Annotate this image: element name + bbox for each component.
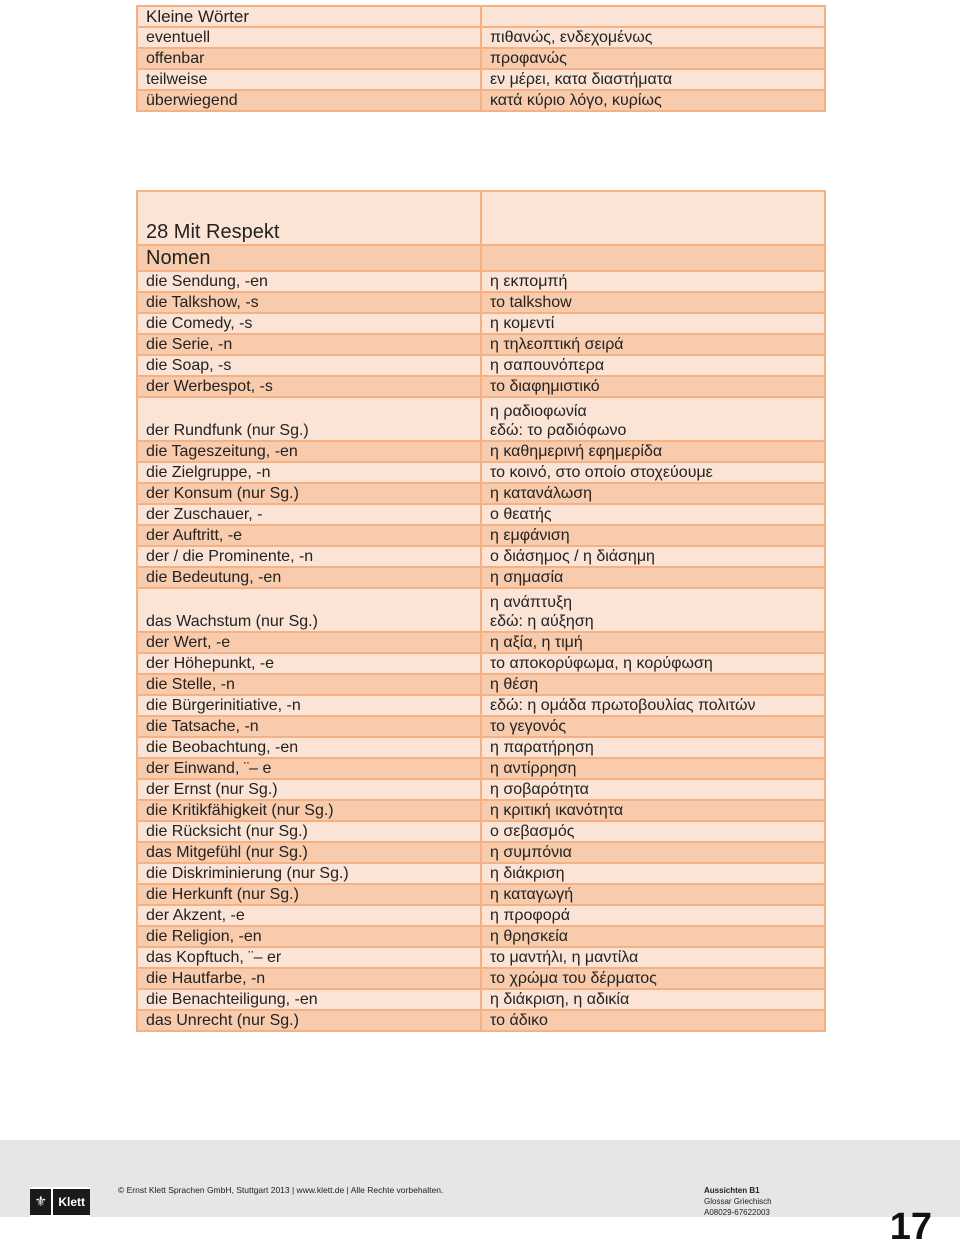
table-row [137,884,825,905]
page-number: 17 [889,1206,932,1248]
german-term: der Werbespot, -s [137,376,481,397]
table-row [137,905,825,926]
german-term: der Ernst (nur Sg.) [137,779,481,800]
german-term: der Zuschauer, - [137,504,481,525]
table-row [137,567,825,588]
greek-translation: η αντίρρηση [481,758,825,779]
greek-translation: το άδικο [481,1010,825,1031]
table-row [137,462,825,483]
table-row [137,376,825,397]
chapter-heading: 28 Mit Respekt [137,191,481,245]
greek-translation: η σοβαρότητα [481,779,825,800]
table-row [137,842,825,863]
german-term: der Wert, -e [137,632,481,653]
greek-translation: η τηλεοπτική σειρά [481,334,825,355]
german-term: der Höhepunkt, -e [137,653,481,674]
greek-translation: η κατανάλωση [481,483,825,504]
german-term: der / die Prominente, -n [137,546,481,567]
subheading-row [137,245,825,271]
klett-logo [30,1187,90,1217]
greek-translation [481,397,825,441]
german-term: das Unrecht (nur Sg.) [137,1010,481,1031]
greek-translation [481,588,825,632]
table-row [137,271,825,292]
greek-translation-note: εδώ: το ραδιόφωνο [490,422,627,439]
greek-translation: η αξία, η τιμή [481,632,825,653]
german-term: das Kopftuch, ¨– er [137,947,481,968]
table-row [137,779,825,800]
section-heading: Kleine Wörter [137,6,481,27]
german-term: die Religion, -en [137,926,481,947]
greek-translation: προφανώς [481,48,825,69]
greek-translation: η παρατήρηση [481,737,825,758]
table-row [137,674,825,695]
greek-translation-line: η ανάπτυξη [490,594,573,611]
book-info [704,1185,772,1218]
greek-translation: το γεγονός [481,716,825,737]
book-subtitle: Glossar Griechisch [704,1197,772,1206]
german-term: das Mitgefühl (nur Sg.) [137,842,481,863]
german-term: die Sendung, -en [137,271,481,292]
german-term: der Akzent, -e [137,905,481,926]
table-row [137,313,825,334]
book-code: A08029-67622003 [704,1208,770,1217]
greek-translation: η διάκριση [481,863,825,884]
greek-translation: η εκπομπή [481,271,825,292]
table-row [137,926,825,947]
table-row [137,758,825,779]
greek-translation: το κοινό, στο οποίο στοχεύουμε [481,462,825,483]
german-term: die Herkunft (nur Sg.) [137,884,481,905]
logo-wordmark: Klett [53,1189,90,1215]
table-row [137,546,825,567]
german-term: die Talkshow, -s [137,292,481,313]
greek-translation: η σημασία [481,567,825,588]
greek-translation: κατά κύριο λόγο, κυρίως [481,90,825,111]
greek-translation: το αποκορύφωμα, η κορύφωση [481,653,825,674]
table-row [137,504,825,525]
vocab-table-mit-respekt [136,190,826,1032]
german-term: die Stelle, -n [137,674,481,695]
german-term: die Serie, -n [137,334,481,355]
table-header-row [137,6,825,27]
table-row [137,989,825,1010]
german-term: das Wachstum (nur Sg.) [137,588,481,632]
greek-translation: το talkshow [481,292,825,313]
german-term: die Soap, -s [137,355,481,376]
greek-translation: η συμπόνια [481,842,825,863]
german-term: die Zielgruppe, -n [137,462,481,483]
greek-translation: το μαντήλι, η μαντίλα [481,947,825,968]
table-row [137,695,825,716]
greek-translation: η διάκριση, η αδικία [481,989,825,1010]
subheading: Nomen [137,245,481,271]
copyright-text: © Ernst Klett Sprachen GmbH, Stuttgart 2013 | www.klett.de | Alle Rechte vorbehalten. [118,1185,444,1195]
table-row [137,588,825,632]
greek-translation: το χρώμα του δέρματος [481,968,825,989]
greek-translation-line: η ραδιοφωνία [490,403,587,420]
german-term: die Tatsache, -n [137,716,481,737]
german-term: teilweise [137,69,481,90]
german-term: die Tageszeitung, -en [137,441,481,462]
empty-cell [481,6,825,27]
greek-translation: ο θεατής [481,504,825,525]
empty-cell [481,191,825,245]
chapter-heading-row [137,191,825,245]
greek-translation: η προφορά [481,905,825,926]
german-term: der Einwand, ¨– e [137,758,481,779]
klett-emblem-icon: ⚜ [30,1189,51,1215]
table-row [137,292,825,313]
german-term: offenbar [137,48,481,69]
german-term: die Kritikfähigkeit (nur Sg.) [137,800,481,821]
table-row [137,483,825,504]
empty-cell [481,245,825,271]
table-row [137,334,825,355]
greek-translation: πιθανώς, ενδεχομένως [481,27,825,48]
german-term: überwiegend [137,90,481,111]
table-body [137,27,825,111]
table-row [137,355,825,376]
german-term: der Rundfunk (nur Sg.) [137,397,481,441]
table-row [137,27,825,48]
german-term: der Auftritt, -e [137,525,481,546]
greek-translation: εδώ: η ομάδα πρωτοβουλίας πολιτών [481,695,825,716]
german-term: die Bürgerinitiative, -n [137,695,481,716]
table-row [137,1010,825,1031]
greek-translation: η καταγωγή [481,884,825,905]
table-row [137,968,825,989]
table-row [137,632,825,653]
table-body [137,271,825,1031]
greek-translation: ο σεβασμός [481,821,825,842]
german-term: die Beobachtung, -en [137,737,481,758]
german-term: die Comedy, -s [137,313,481,334]
greek-translation: εν μέρει, κατα διαστήματα [481,69,825,90]
table-row [137,69,825,90]
german-term: die Benachteiligung, -en [137,989,481,1010]
table-row [137,525,825,546]
table-row [137,653,825,674]
table-row [137,397,825,441]
german-term: die Diskriminierung (nur Sg.) [137,863,481,884]
german-term: eventuell [137,27,481,48]
table-row [137,863,825,884]
greek-translation: η κριτική ικανότητα [481,800,825,821]
greek-translation: η θέση [481,674,825,695]
book-title: Aussichten B1 [704,1186,760,1195]
table-row [137,737,825,758]
table-row [137,821,825,842]
german-term: die Rücksicht (nur Sg.) [137,821,481,842]
greek-translation: το διαφημιστικό [481,376,825,397]
table-row [137,716,825,737]
page-footer [0,1140,960,1248]
table-row [137,441,825,462]
greek-translation: ο διάσημος / η διάσημη [481,546,825,567]
greek-translation-note: εδώ: η αύξηση [490,613,594,630]
greek-translation: η καθημερινή εφημερίδα [481,441,825,462]
greek-translation: η κομεντί [481,313,825,334]
greek-translation: η θρησκεία [481,926,825,947]
greek-translation: η εμφάνιση [481,525,825,546]
vocab-table-kleine-woerter [136,5,826,112]
german-term: die Bedeutung, -en [137,567,481,588]
table-row [137,947,825,968]
table-row [137,48,825,69]
table-row [137,90,825,111]
german-term: der Konsum (nur Sg.) [137,483,481,504]
german-term: die Hautfarbe, -n [137,968,481,989]
table-row [137,800,825,821]
greek-translation: η σαπουνόπερα [481,355,825,376]
